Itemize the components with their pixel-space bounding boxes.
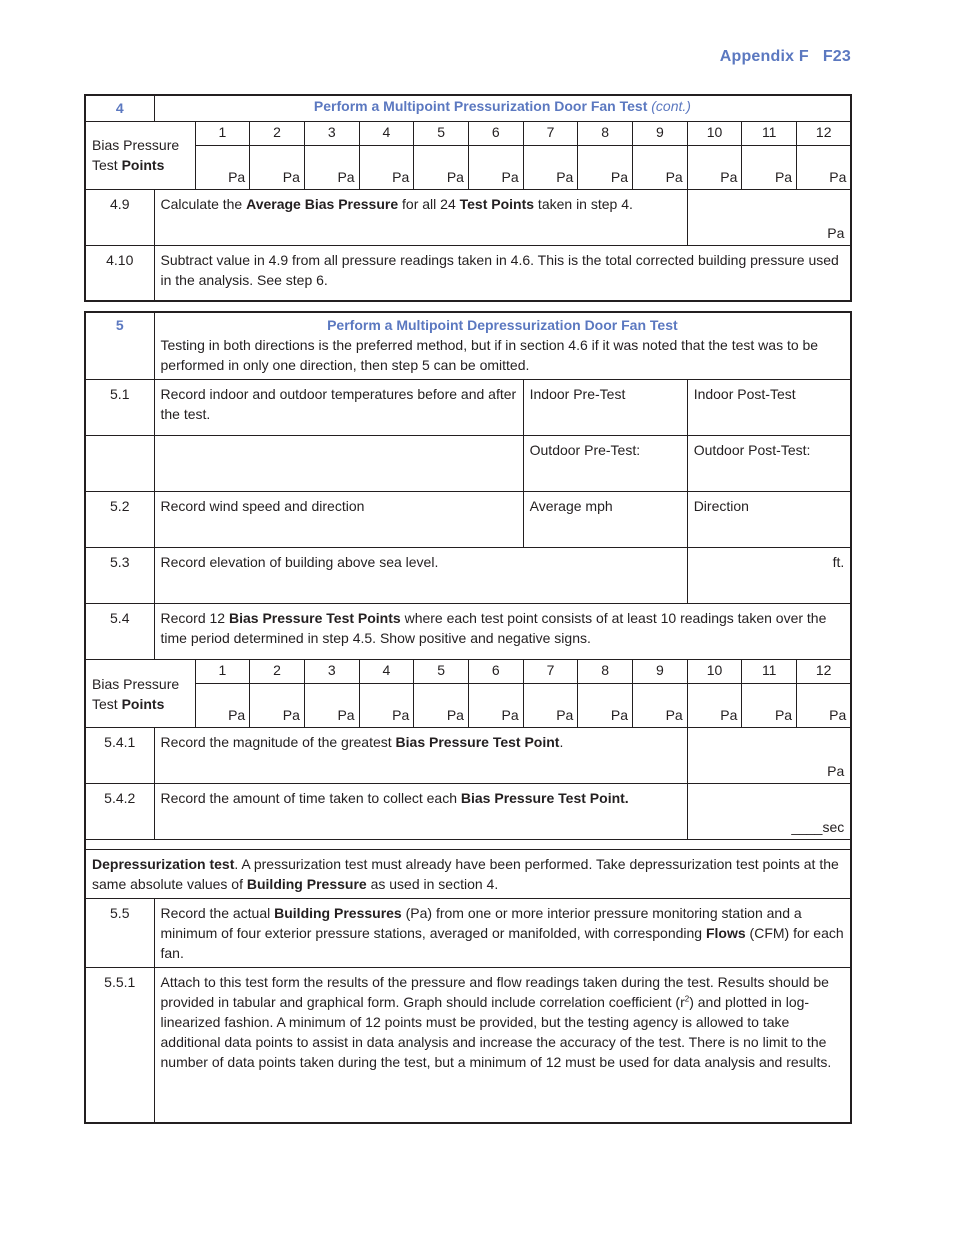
point-header: 1 [195,660,250,684]
pa-entry-field[interactable]: Pa [304,684,359,728]
point-header: 5 [414,121,469,145]
text: Record the magnitude of the greatest [160,734,396,750]
point-header: 5 [414,660,469,684]
wind-direction-field[interactable]: Direction [687,492,851,548]
step-text: Record elevation of building above sea level. [154,548,687,604]
point-header: 6 [468,660,523,684]
text: Calculate the [160,195,247,212]
bias-pressure-label [85,660,195,728]
bold-text: Building Pressures [274,905,402,921]
bias-label-line2: Test [92,695,122,712]
pa-entry-field[interactable]: Pa [359,145,414,189]
step-text: Subtract value in 4.9 from all pressure readings taken in 4.6. This is the total corrected building pressure used in the analysis. See step 6. [154,245,851,301]
outdoor-pre-test-field[interactable]: Outdoor Pre-Test: [523,436,687,492]
step-text: Record indoor and outdoor temperatures before and after the test. [154,380,523,436]
pa-entry-field[interactable]: Pa [523,684,578,728]
pa-entry-field[interactable]: Pa [687,684,742,728]
section-intro: Testing in both directions is the preferred method, but if in section 4.6 if it was noted that the test was to be performed in only one direction, then step 5 can be omitted. [160,337,819,373]
pa-entry-field[interactable]: Pa [633,145,688,189]
point-header: 4 [359,660,414,684]
text: . [559,734,564,750]
step-number: 5.4 [85,604,154,660]
pa-entry-field[interactable]: Pa [742,145,797,189]
step-text [154,899,851,968]
pa-entry-field[interactable]: Pa [797,145,852,189]
section-number: 5 [85,312,154,380]
pa-entry-field[interactable]: Pa [578,684,633,728]
bold-text: Bias Pressure Test Points [228,610,401,626]
point-header: 3 [304,121,359,145]
section-title [154,95,851,121]
bias-label-line1: Bias Pressure [92,137,180,153]
point-header: 1 [195,121,250,145]
point-header: 10 [687,660,742,684]
text: for all 24 [398,195,460,212]
step-number: 4.9 [85,189,154,245]
section-5-table [84,311,852,1124]
pa-entry-field[interactable]: Pa [468,684,523,728]
text: Record the amount of time taken to collect each [160,790,461,806]
point-header: 8 [578,660,633,684]
bold-text: Bias Pressure Test Point. [460,790,629,806]
text: . A pressurization test must already have been performed. Take depressurization test points at the same absolute values of [92,856,839,892]
collection-time-field[interactable]: ____sec [687,784,851,840]
bold-text: Average Bias Pressure [246,195,399,212]
point-header: 2 [250,121,305,145]
average-mph-field[interactable]: Average mph [523,492,687,548]
section-heading [154,312,851,380]
step-text [154,968,851,1123]
pa-entry-field[interactable]: Pa [359,684,414,728]
pa-entry-field[interactable]: Pa [414,145,469,189]
text: where each test point consists of at least 10 readings taken over the time period determined in step 4.5. Show positive and negative signs. [160,610,827,646]
pa-entry-field[interactable]: Pa [742,684,797,728]
pa-entry-field[interactable]: Pa [633,684,688,728]
pa-entry-field[interactable]: Pa [523,145,578,189]
bold-text: Bias Pressure Test Point [395,734,560,750]
text: taken in step 4. [534,195,633,212]
depressurization-note [85,850,851,899]
bold-text: Flows [705,925,746,941]
text: (Pa) from one or more interior pressure monitoring station and a minimum of four exterior pressure stations, averaged or manifolded, with corresponding [160,905,802,941]
step-text [154,604,851,660]
greatest-bias-pressure-field[interactable]: Pa [687,728,851,784]
bias-label-bold: Points [121,695,165,712]
text: (CFM) for each fan. [160,925,844,961]
section-title-text: Perform a Multipoint Pressurization Door Fan Test [313,98,648,114]
bias-label-line2: Test [92,157,122,173]
spacer-row [85,840,851,850]
pa-entry-field[interactable]: Pa [304,145,359,189]
step-number: 5.5 [85,899,154,968]
point-header: 9 [633,660,688,684]
point-header: 9 [633,121,688,145]
section-title-cont: (cont.) [651,98,691,114]
point-header: 7 [523,121,578,145]
section-4-table [84,94,852,302]
empty-cell [154,436,523,492]
pa-entry-field[interactable]: Pa [195,145,250,189]
indoor-post-test-field[interactable]: Indoor Post-Test [687,380,851,436]
pa-entry-field[interactable]: Pa [578,145,633,189]
point-header: 10 [687,121,742,145]
point-header: 11 [742,660,797,684]
step-text [154,728,687,784]
pa-entry-field[interactable]: Pa [687,145,742,189]
step-text [154,784,687,840]
average-bias-pressure-field[interactable]: Pa [687,189,851,245]
page-header [720,48,851,66]
point-header: 7 [523,660,578,684]
pa-entry-field[interactable]: Pa [250,145,305,189]
point-header: 12 [797,121,852,145]
point-header: 12 [797,660,852,684]
point-header: 4 [359,121,414,145]
step-text [154,189,687,245]
pa-entry-field[interactable]: Pa [250,684,305,728]
step-number: 5.2 [85,492,154,548]
step-number: 5.1 [85,380,154,436]
section-number: 4 [85,95,154,121]
superscript: 2 [684,994,690,1004]
step-number: 5.4.1 [85,728,154,784]
page-number: F23 [822,48,851,65]
bias-pressure-label [85,121,195,189]
pa-entry-field[interactable]: Pa [468,145,523,189]
point-header: 11 [742,121,797,145]
bold-text: Test Points [459,195,535,212]
pa-entry-field[interactable]: Pa [195,684,250,728]
indoor-pre-test-field[interactable]: Indoor Pre-Test [523,380,687,436]
step-number: 5.4.2 [85,784,154,840]
pa-entry-field[interactable]: Pa [797,684,852,728]
text: as used in section 4. [366,876,499,892]
empty-cell [85,436,154,492]
step-number: 5.3 [85,548,154,604]
text: Record the actual [160,905,275,921]
point-header: 6 [468,121,523,145]
bold-text: Depressurization test [92,856,235,872]
point-header: 8 [578,121,633,145]
bias-label-line1: Bias Pressure [92,675,180,692]
text: Attach to this test form the results of the pressure and flow readings taken during the test. Results should be provided in tabular and graphical form. Graph should include correlation coefficient (r [160,974,829,1010]
step-number: 5.5.1 [85,968,154,1123]
text: Record 12 [160,610,229,626]
section-title: Perform a Multipoint Depressurization Door Fan Test [327,317,678,333]
bold-text: Building Pressure [246,876,367,892]
outdoor-post-test-field[interactable]: Outdoor Post-Test: [687,436,851,492]
bias-label-bold: Points [121,157,165,173]
elevation-field[interactable]: ft. [687,548,851,604]
appendix-label: Appendix F [719,48,809,65]
step-text: Record wind speed and direction [154,492,523,548]
step-number: 4.10 [85,245,154,301]
point-header: 2 [250,660,305,684]
pa-entry-field[interactable]: Pa [414,684,469,728]
point-header: 3 [304,660,359,684]
text: ) and plotted in log-linearized fashion. A minimum of 12 points must be provided, but the testing agency is allowed to take additional data points to assist in data analysis and increase the accuracy of the test. There is no limit to the number of data points taken during the test, but a minimum of 12 must be used for data analysis and results. [160,994,832,1070]
